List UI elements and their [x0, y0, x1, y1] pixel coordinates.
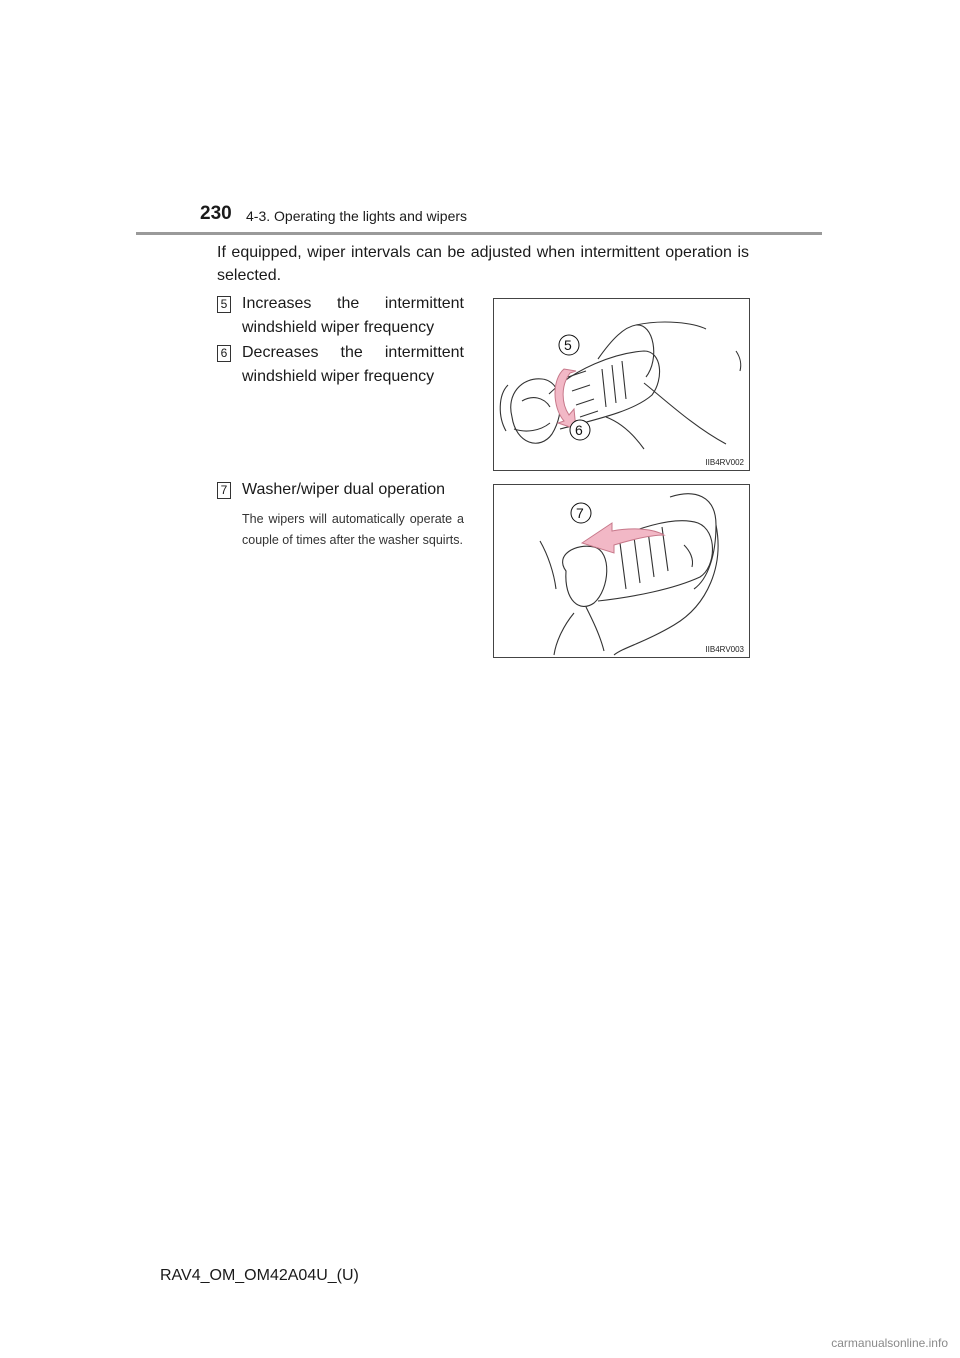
wiper-lever-illustration: [494, 299, 750, 471]
item-note: The wipers will automatically operate a couple of times after the washer squirts.: [242, 512, 464, 547]
callout-number: 6: [575, 422, 583, 438]
watermark: carmanualsonline.info: [831, 1336, 948, 1350]
intro-paragraph: If equipped, wiper intervals can be adjusted when intermittent operation is selected.: [217, 244, 749, 284]
wiper-frequency-figure: [493, 298, 750, 471]
header-divider: [136, 232, 822, 235]
section-title: 4-3. Operating the lights and wipers: [246, 208, 468, 224]
figure-code: IIB4RV003: [705, 645, 744, 654]
page-number: 230: [200, 203, 232, 224]
item-number-badge: 6: [217, 345, 231, 362]
item-description: Decreases the intermittent windshield wiper frequency: [242, 344, 464, 385]
washer-operation-figure: [493, 484, 750, 658]
item-number-badge: 7: [217, 482, 231, 499]
footer-model-code: RAV4_OM_OM42A04U_(U): [160, 1267, 359, 1284]
item-description: Increases the intermittent windshield wiper frequency: [242, 295, 464, 336]
figure-code: IIB4RV002: [705, 458, 744, 467]
item-description: Washer/wiper dual operation: [242, 481, 446, 498]
callout-number: 7: [576, 505, 584, 521]
item-number-badge: 5: [217, 296, 231, 313]
callout-number: 5: [564, 337, 572, 353]
wiper-lever-illustration: [494, 485, 750, 658]
